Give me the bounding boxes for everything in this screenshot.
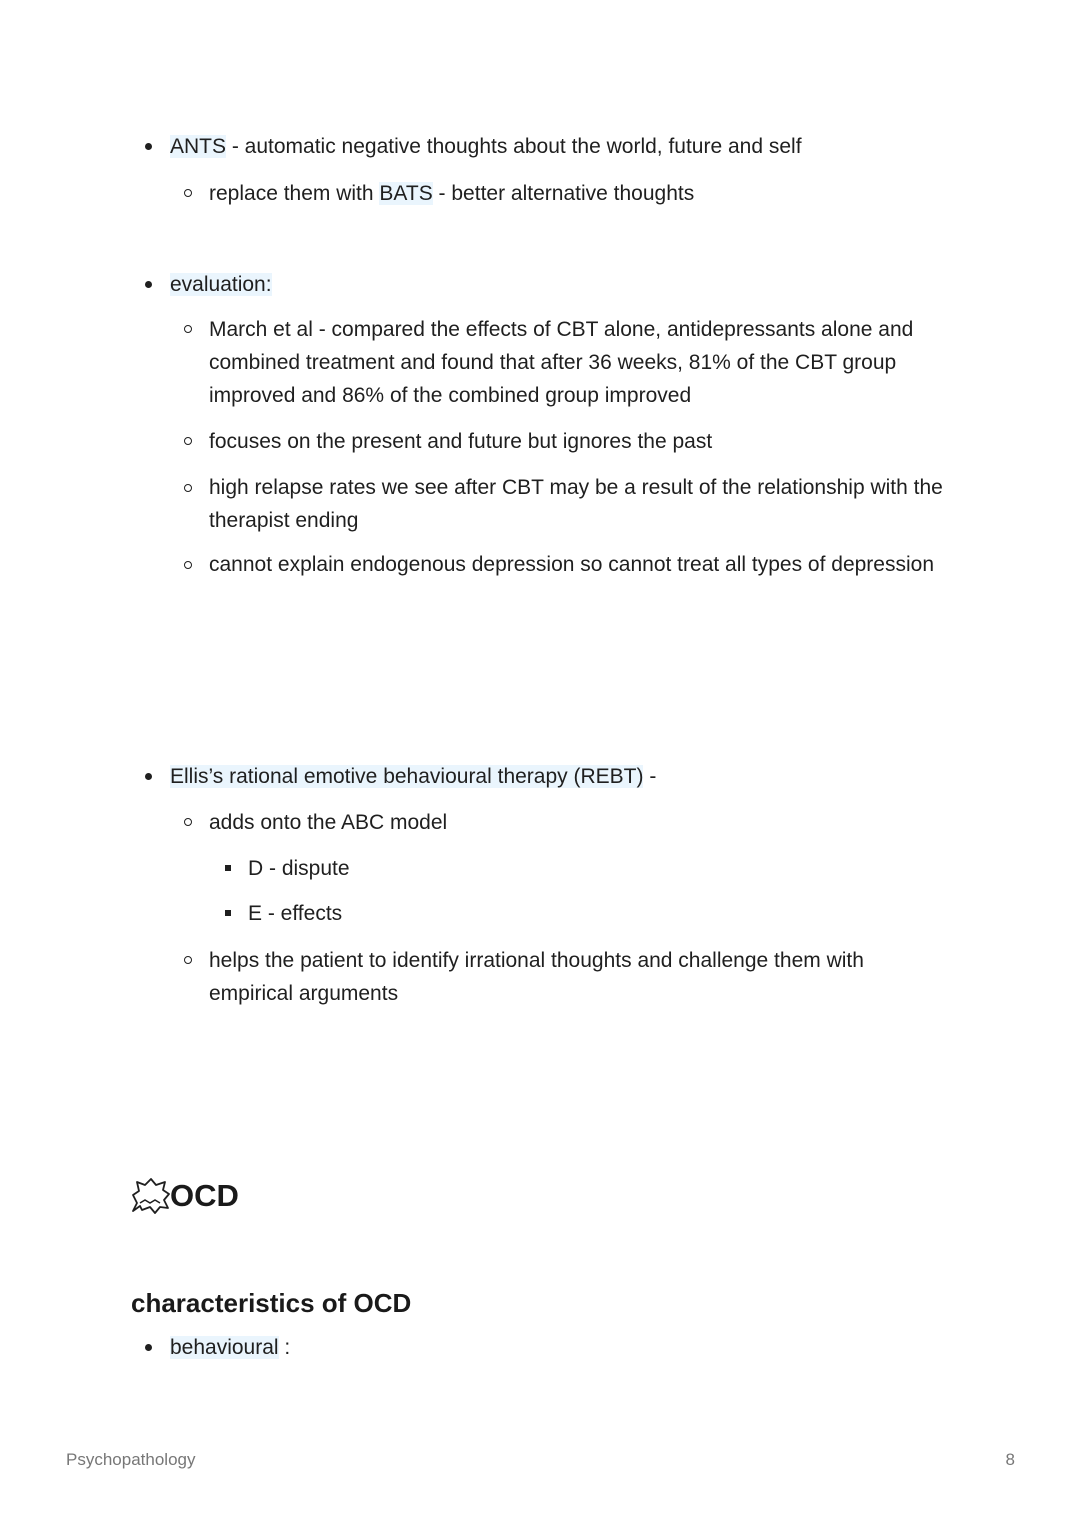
bullet-circle [184, 325, 192, 333]
evaluation-point: focuses on the present and future but ignores the past [209, 430, 713, 453]
bullet-circle [184, 818, 192, 826]
bullet-square [225, 910, 231, 916]
bullet-circle [184, 561, 192, 569]
bats-text: - better alternative thoughts [432, 182, 695, 205]
evaluation-label-text: evaluation: [170, 273, 272, 296]
rebt-item [170, 760, 656, 793]
behavioural-suffix: : [278, 1336, 291, 1359]
rebt-step: E - effects [248, 902, 343, 925]
footer-page-number: 8 [1005, 1450, 1015, 1469]
section-title-ocd: OCD [170, 1178, 239, 1213]
rebt-abc: adds onto the ABC model [209, 811, 448, 834]
footer-subject: Psychopathology [66, 1450, 196, 1469]
bullet-circle [184, 437, 192, 445]
bats-term: BATS [379, 182, 433, 205]
ants-text: - automatic negative thoughts about the world, future and self [226, 135, 802, 158]
ants-item [170, 130, 802, 163]
behavioural-label: behavioural [170, 1336, 279, 1359]
evaluation-point: March et al - compared the effects of CBT alone, antidepressants alone and combined treatment and found that after 36 weeks, 81% of the CBT group improved and 86% of the combined group improved [209, 318, 914, 407]
rebt-term: Ellis’s rational emotive behavioural therapy (REBT) [170, 765, 644, 788]
bats-prefix: replace them with [209, 182, 380, 205]
rebt-dash: - [643, 765, 657, 788]
evaluation-point: high relapse rates we see after CBT may be a result of the relationship with the therapist ending [209, 476, 943, 532]
bullet-circle [184, 484, 192, 492]
behavioural-item [170, 1331, 290, 1364]
evaluation-point: cannot explain endogenous depression so cannot treat all types of depression [209, 553, 934, 576]
anger-burst-icon [131, 1177, 171, 1215]
bullet-disc [145, 773, 152, 780]
bullet-disc [145, 1344, 152, 1351]
bullet-disc [145, 281, 152, 288]
rebt-helps: helps the patient to identify irrational thoughts and challenge them with empirical arguments [209, 949, 864, 1005]
ants-term: ANTS [170, 135, 227, 158]
bullet-circle [184, 189, 192, 197]
evaluation-label [170, 268, 272, 301]
subheading-characteristics: characteristics of OCD [131, 1288, 412, 1318]
bullet-circle [184, 956, 192, 964]
rebt-step: D - dispute [248, 857, 350, 880]
bullet-square [225, 865, 231, 871]
bats-item [209, 177, 694, 210]
bullet-disc [145, 143, 152, 150]
